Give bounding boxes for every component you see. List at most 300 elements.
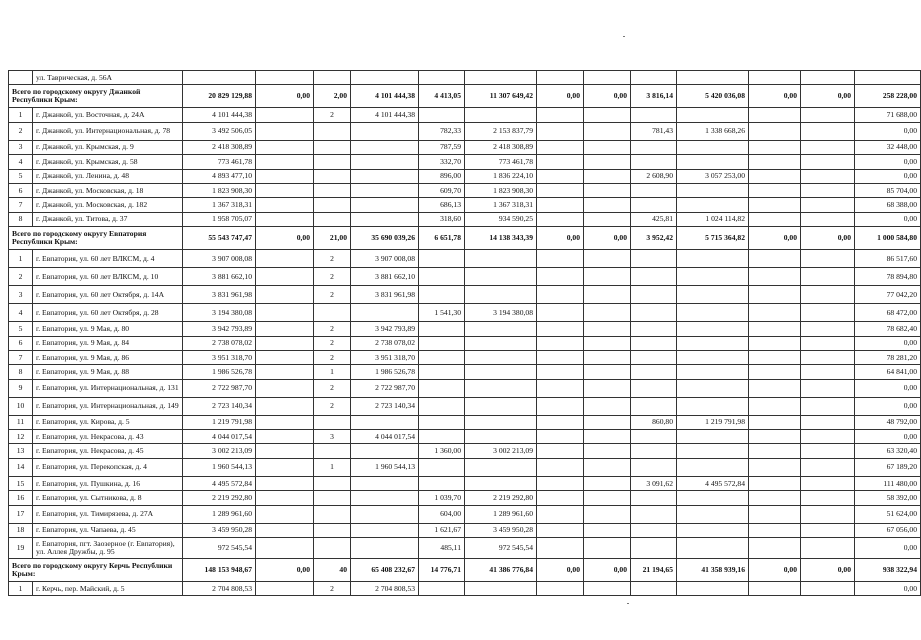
value-c10 — [631, 505, 677, 523]
value-c2: 3 907 008,08 — [183, 250, 256, 268]
value-c3 — [256, 212, 314, 226]
value-c7: 1 367 318,31 — [465, 198, 537, 212]
value-c10 — [631, 538, 677, 559]
value-c3 — [256, 268, 314, 286]
value-c14: 111 480,00 — [855, 476, 921, 490]
value-c2: 1 958 705,07 — [183, 212, 256, 226]
address-cell: г. Евпатория, ул. Сытникова, д. 8 — [33, 491, 183, 505]
table-row — [9, 169, 921, 183]
value-c9 — [584, 286, 631, 304]
row-number: 10 — [9, 397, 33, 415]
total-c2: 20 829 129,88 — [183, 85, 256, 108]
value-c12 — [749, 336, 801, 350]
district-total-row — [9, 559, 921, 582]
value-c6: 609,70 — [419, 183, 465, 197]
value-c10 — [631, 198, 677, 212]
value-c3 — [256, 415, 314, 429]
value-c3 — [256, 350, 314, 364]
value-c6 — [419, 365, 465, 379]
district-total-row — [9, 85, 921, 108]
value-c13 — [801, 122, 855, 140]
value-c4 — [314, 140, 351, 154]
value-c2: 2 738 078,02 — [183, 336, 256, 350]
total-c11: 5 715 364,82 — [677, 227, 749, 250]
value-c6: 604,00 — [419, 505, 465, 523]
address-cell: г. Евпатория, ул. Тимирязева, д. 27А — [33, 505, 183, 523]
total-c7: 14 138 343,39 — [465, 227, 537, 250]
total-c5: 65 408 232,67 — [351, 559, 419, 582]
total-c8: 0,00 — [537, 559, 584, 582]
address-cell: г. Евпатория, ул. Чапаева, д. 45 — [33, 523, 183, 537]
row-number: 14 — [9, 458, 33, 476]
value-c14: 77 042,20 — [855, 286, 921, 304]
value-c3 — [256, 286, 314, 304]
value-c10 — [631, 458, 677, 476]
value-c11 — [677, 379, 749, 397]
row-number: 13 — [9, 444, 33, 458]
value-c10: 425,81 — [631, 212, 677, 226]
value-c5: 1 986 526,78 — [351, 365, 419, 379]
table-row — [9, 304, 921, 322]
value-c9 — [584, 430, 631, 444]
value-c8 — [537, 350, 584, 364]
row-number: 7 — [9, 350, 33, 364]
value-c3 — [256, 538, 314, 559]
value-c11 — [677, 336, 749, 350]
value-c14: 0,00 — [855, 122, 921, 140]
table-row — [9, 183, 921, 197]
value-c7: 3 459 950,28 — [465, 523, 537, 537]
value-c12 — [749, 286, 801, 304]
value-c5 — [351, 169, 419, 183]
table-row — [9, 538, 921, 559]
value-c8 — [537, 415, 584, 429]
value-c10 — [631, 444, 677, 458]
value-c11 — [677, 538, 749, 559]
value-c13 — [801, 458, 855, 476]
value-c11 — [677, 444, 749, 458]
table-row — [9, 365, 921, 379]
value-c8 — [537, 505, 584, 523]
table-row — [9, 322, 921, 336]
value-c6 — [419, 250, 465, 268]
value-c8 — [537, 379, 584, 397]
row-number: 19 — [9, 538, 33, 559]
row-number: 1 — [9, 108, 33, 122]
value-c6: 896,00 — [419, 169, 465, 183]
value-c2: 4 495 572,84 — [183, 476, 256, 490]
value-c8 — [537, 582, 584, 596]
row-number: 16 — [9, 491, 33, 505]
value-c3 — [256, 140, 314, 154]
value-c7 — [465, 250, 537, 268]
value-c8 — [537, 169, 584, 183]
value-c2: 2 722 987,70 — [183, 379, 256, 397]
value-c2: 3 942 793,89 — [183, 322, 256, 336]
value-c14: 0,00 — [855, 582, 921, 596]
total-c13: 0,00 — [801, 227, 855, 250]
value-c5 — [351, 505, 419, 523]
value-c2: 1 289 961,60 — [183, 505, 256, 523]
value-c14: 63 320,40 — [855, 444, 921, 458]
value-c9 — [584, 212, 631, 226]
value-c13 — [801, 336, 855, 350]
address-cell: г. Евпатория, ул. 60 лет ВЛКСМ, д. 4 — [33, 250, 183, 268]
address-cell: г. Евпатория, ул. 60 лет Октября, д. 14А — [33, 286, 183, 304]
value-c11 — [677, 198, 749, 212]
total-c10: 3 952,42 — [631, 227, 677, 250]
value-c10 — [631, 582, 677, 596]
value-c12 — [749, 169, 801, 183]
value-c5: 4 044 017,54 — [351, 430, 419, 444]
district-total-label: Всего по городскому округу Керчь Республики Крым: — [9, 559, 183, 582]
value-c12 — [749, 183, 801, 197]
value-c8 — [537, 336, 584, 350]
value-c14: 78 894,80 — [855, 268, 921, 286]
value-c6: 686,13 — [419, 198, 465, 212]
value-c12 — [749, 444, 801, 458]
row-number: 9 — [9, 379, 33, 397]
value-c4: 2 — [314, 286, 351, 304]
value-c13 — [801, 430, 855, 444]
value-c2: 2 418 308,89 — [183, 140, 256, 154]
value-c7: 1 836 224,10 — [465, 169, 537, 183]
value-c12 — [749, 122, 801, 140]
value-c10 — [631, 108, 677, 122]
value-c2: 2 723 140,34 — [183, 397, 256, 415]
value-c10 — [631, 250, 677, 268]
row-number: 2 — [9, 122, 33, 140]
total-c11: 41 358 939,16 — [677, 559, 749, 582]
value-c4: 2 — [314, 250, 351, 268]
value-c2: 4 893 477,10 — [183, 169, 256, 183]
value-c10 — [631, 155, 677, 169]
value-c3 — [256, 169, 314, 183]
row-number: 6 — [9, 336, 33, 350]
table-row — [9, 71, 921, 85]
value-c5 — [351, 212, 419, 226]
value-c5: 1 960 544,13 — [351, 458, 419, 476]
value-c7: 773 461,78 — [465, 155, 537, 169]
value-c8 — [537, 444, 584, 458]
value-c13 — [801, 286, 855, 304]
row-number: 18 — [9, 523, 33, 537]
value-c5 — [351, 122, 419, 140]
value-c4 — [314, 444, 351, 458]
value-c11 — [677, 491, 749, 505]
value-c14: 0,00 — [855, 430, 921, 444]
total-c9: 0,00 — [584, 85, 631, 108]
value-c5: 4 101 444,38 — [351, 108, 419, 122]
value-c14: 71 688,00 — [855, 108, 921, 122]
value-c12 — [749, 582, 801, 596]
value-c3 — [256, 250, 314, 268]
value-c5 — [351, 444, 419, 458]
value-c14: 68 472,00 — [855, 304, 921, 322]
value-c3 — [256, 523, 314, 537]
value-c9 — [584, 444, 631, 458]
value-c14: 0,00 — [855, 169, 921, 183]
total-c10: 3 816,14 — [631, 85, 677, 108]
value-c6 — [419, 286, 465, 304]
value-c10 — [631, 523, 677, 537]
value-c8 — [537, 198, 584, 212]
value-c3 — [256, 458, 314, 476]
value-c9 — [584, 415, 631, 429]
value-c8 — [537, 365, 584, 379]
total-c7: 11 307 649,42 — [465, 85, 537, 108]
value-c2: 1 367 318,31 — [183, 198, 256, 212]
value-c9 — [584, 582, 631, 596]
total-c4: 40 — [314, 559, 351, 582]
value-c11 — [677, 183, 749, 197]
value-c3 — [256, 304, 314, 322]
row-number: 7 — [9, 198, 33, 212]
value-c13 — [801, 415, 855, 429]
total-c10: 21 194,65 — [631, 559, 677, 582]
scan-speck — [623, 36, 625, 37]
value-c10 — [631, 140, 677, 154]
value-c6: 332,70 — [419, 155, 465, 169]
value-c14: 85 704,00 — [855, 183, 921, 197]
value-c10 — [631, 379, 677, 397]
row-number: 2 — [9, 268, 33, 286]
value-c7 — [465, 286, 537, 304]
value-c6: 1 360,00 — [419, 444, 465, 458]
value-c4: 2 — [314, 582, 351, 596]
value-c12 — [749, 250, 801, 268]
value-c4: 2 — [314, 108, 351, 122]
value-c12 — [749, 538, 801, 559]
value-c8 — [537, 122, 584, 140]
value-c4 — [314, 491, 351, 505]
value-c13 — [801, 444, 855, 458]
row-number: 4 — [9, 155, 33, 169]
value-c4 — [314, 212, 351, 226]
value-c14: 78 682,40 — [855, 322, 921, 336]
table-row — [9, 476, 921, 490]
value-c5: 3 831 961,98 — [351, 286, 419, 304]
value-c13 — [801, 322, 855, 336]
value-c13 — [801, 523, 855, 537]
value-c6 — [419, 430, 465, 444]
value-c12 — [749, 458, 801, 476]
value-c6: 787,59 — [419, 140, 465, 154]
value-c6 — [419, 350, 465, 364]
value-c7: 2 418 308,89 — [465, 140, 537, 154]
value-c3 — [256, 379, 314, 397]
address-cell: г. Джанкой, ул. Ленина, д. 48 — [33, 169, 183, 183]
value-c5: 2 722 987,70 — [351, 379, 419, 397]
table-row — [9, 108, 921, 122]
table-row — [9, 397, 921, 415]
value-c14: 86 517,60 — [855, 250, 921, 268]
value-c3 — [256, 491, 314, 505]
address-cell: г. Евпатория, ул. Кирова, д. 5 — [33, 415, 183, 429]
value-c14: 64 841,00 — [855, 365, 921, 379]
value-c9 — [584, 397, 631, 415]
value-c8 — [537, 268, 584, 286]
value-c4 — [314, 538, 351, 559]
value-c10 — [631, 430, 677, 444]
value-c11 — [677, 582, 749, 596]
value-c14: 67 056,00 — [855, 523, 921, 537]
value-c13 — [801, 365, 855, 379]
value-c9 — [584, 198, 631, 212]
table-row — [9, 582, 921, 596]
value-c6: 1 621,67 — [419, 523, 465, 537]
table-row — [9, 505, 921, 523]
value-c2: 2 704 808,53 — [183, 582, 256, 596]
address-cell: г. Джанкой, ул. Московская, д. 18 — [33, 183, 183, 197]
value-c7 — [465, 365, 537, 379]
value-c12 — [749, 415, 801, 429]
value-c4 — [314, 198, 351, 212]
value-c2: 3 002 213,09 — [183, 444, 256, 458]
value-c6 — [419, 268, 465, 286]
value-c12 — [749, 379, 801, 397]
value-c3 — [256, 122, 314, 140]
value-c11 — [677, 155, 749, 169]
value-c13 — [801, 140, 855, 154]
value-c4 — [314, 476, 351, 490]
value-c4 — [314, 415, 351, 429]
value-c4: 1 — [314, 365, 351, 379]
value-c14: 48 792,00 — [855, 415, 921, 429]
value-c8 — [537, 491, 584, 505]
value-c7 — [465, 322, 537, 336]
row-number: 12 — [9, 430, 33, 444]
scan-speck — [627, 603, 629, 604]
value-c12 — [749, 365, 801, 379]
row-number: 3 — [9, 286, 33, 304]
value-c6: 1 039,70 — [419, 491, 465, 505]
address-cell: г. Евпатория, ул. Интернациональная, д. 131 — [33, 379, 183, 397]
value-c8 — [537, 397, 584, 415]
value-c3 — [256, 397, 314, 415]
value-c7: 972 545,54 — [465, 538, 537, 559]
address-cell: г. Евпатория, ул. Некрасова, д. 43 — [33, 430, 183, 444]
value-c6: 485,11 — [419, 538, 465, 559]
value-c9 — [584, 350, 631, 364]
table-row — [9, 140, 921, 154]
value-c4: 2 — [314, 322, 351, 336]
value-c11: 1 219 791,98 — [677, 415, 749, 429]
value-c2: 1 823 908,30 — [183, 183, 256, 197]
value-c9 — [584, 379, 631, 397]
total-c5: 35 690 039,26 — [351, 227, 419, 250]
value-c2: 3 194 380,08 — [183, 304, 256, 322]
value-c6: 318,60 — [419, 212, 465, 226]
value-c5 — [351, 198, 419, 212]
table-row — [9, 523, 921, 537]
value-c11 — [677, 250, 749, 268]
value-c7 — [465, 397, 537, 415]
total-c12: 0,00 — [749, 85, 801, 108]
value-c6 — [419, 476, 465, 490]
value-c10 — [631, 268, 677, 286]
address-cell: г. Евпатория, ул. Некрасова, д. 45 — [33, 444, 183, 458]
row-number: 3 — [9, 140, 33, 154]
value-c2: 4 044 017,54 — [183, 430, 256, 444]
value-c9 — [584, 268, 631, 286]
value-c7: 3 194 380,08 — [465, 304, 537, 322]
value-c2: 1 219 791,98 — [183, 415, 256, 429]
value-c14: 0,00 — [855, 538, 921, 559]
value-c2: 972 545,54 — [183, 538, 256, 559]
value-c2: 1 986 526,78 — [183, 365, 256, 379]
address-cell: г. Джанкой, ул. Восточная, д. 24А — [33, 108, 183, 122]
value-c12 — [749, 212, 801, 226]
value-c13 — [801, 397, 855, 415]
value-c11: 4 495 572,84 — [677, 476, 749, 490]
value-c4 — [314, 304, 351, 322]
address-cell: ул. Таврическая, д. 56А — [33, 71, 183, 85]
value-c8 — [537, 430, 584, 444]
total-c13: 0,00 — [801, 559, 855, 582]
value-c4: 3 — [314, 430, 351, 444]
value-c5 — [351, 155, 419, 169]
table-row — [9, 350, 921, 364]
value-c11 — [677, 322, 749, 336]
row-number: 5 — [9, 322, 33, 336]
value-c14: 68 388,00 — [855, 198, 921, 212]
value-c10: 2 608,90 — [631, 169, 677, 183]
value-c14: 0,00 — [855, 212, 921, 226]
address-cell: г. Евпатория, ул. 60 лет Октября, д. 28 — [33, 304, 183, 322]
value-c10 — [631, 350, 677, 364]
value-c2: 4 101 444,38 — [183, 108, 256, 122]
value-c12 — [749, 430, 801, 444]
address-cell: г. Евпатория, ул. Пушкина, д. 16 — [33, 476, 183, 490]
value-c12 — [749, 140, 801, 154]
value-c3 — [256, 336, 314, 350]
value-c2: 2 219 292,80 — [183, 491, 256, 505]
value-c11 — [677, 365, 749, 379]
value-c11 — [677, 350, 749, 364]
value-c5 — [351, 491, 419, 505]
value-c11 — [677, 523, 749, 537]
value-c7 — [465, 476, 537, 490]
total-c6: 4 413,05 — [419, 85, 465, 108]
value-c4: 2 — [314, 379, 351, 397]
value-c4 — [314, 183, 351, 197]
value-c10 — [631, 365, 677, 379]
value-c14: 51 624,00 — [855, 505, 921, 523]
value-c8 — [537, 155, 584, 169]
address-cell: г. Евпатория, ул. Интернациональная, д. 149 — [33, 397, 183, 415]
value-c9 — [584, 183, 631, 197]
total-c9: 0,00 — [584, 227, 631, 250]
value-c7 — [465, 430, 537, 444]
value-c7: 1 823 908,30 — [465, 183, 537, 197]
value-c12 — [749, 491, 801, 505]
value-c11 — [677, 397, 749, 415]
value-c4: 1 — [314, 458, 351, 476]
address-cell: г. Керчь, пер. Майский, д. 5 — [33, 582, 183, 596]
value-c3 — [256, 476, 314, 490]
value-c10 — [631, 491, 677, 505]
value-c8 — [537, 212, 584, 226]
value-c6 — [419, 336, 465, 350]
address-cell: г. Джанкой, ул. Интернациональная, д. 78 — [33, 122, 183, 140]
value-c7 — [465, 108, 537, 122]
value-c8 — [537, 322, 584, 336]
value-c13 — [801, 476, 855, 490]
value-c4 — [314, 122, 351, 140]
value-c5: 2 704 808,53 — [351, 582, 419, 596]
value-c8 — [537, 250, 584, 268]
